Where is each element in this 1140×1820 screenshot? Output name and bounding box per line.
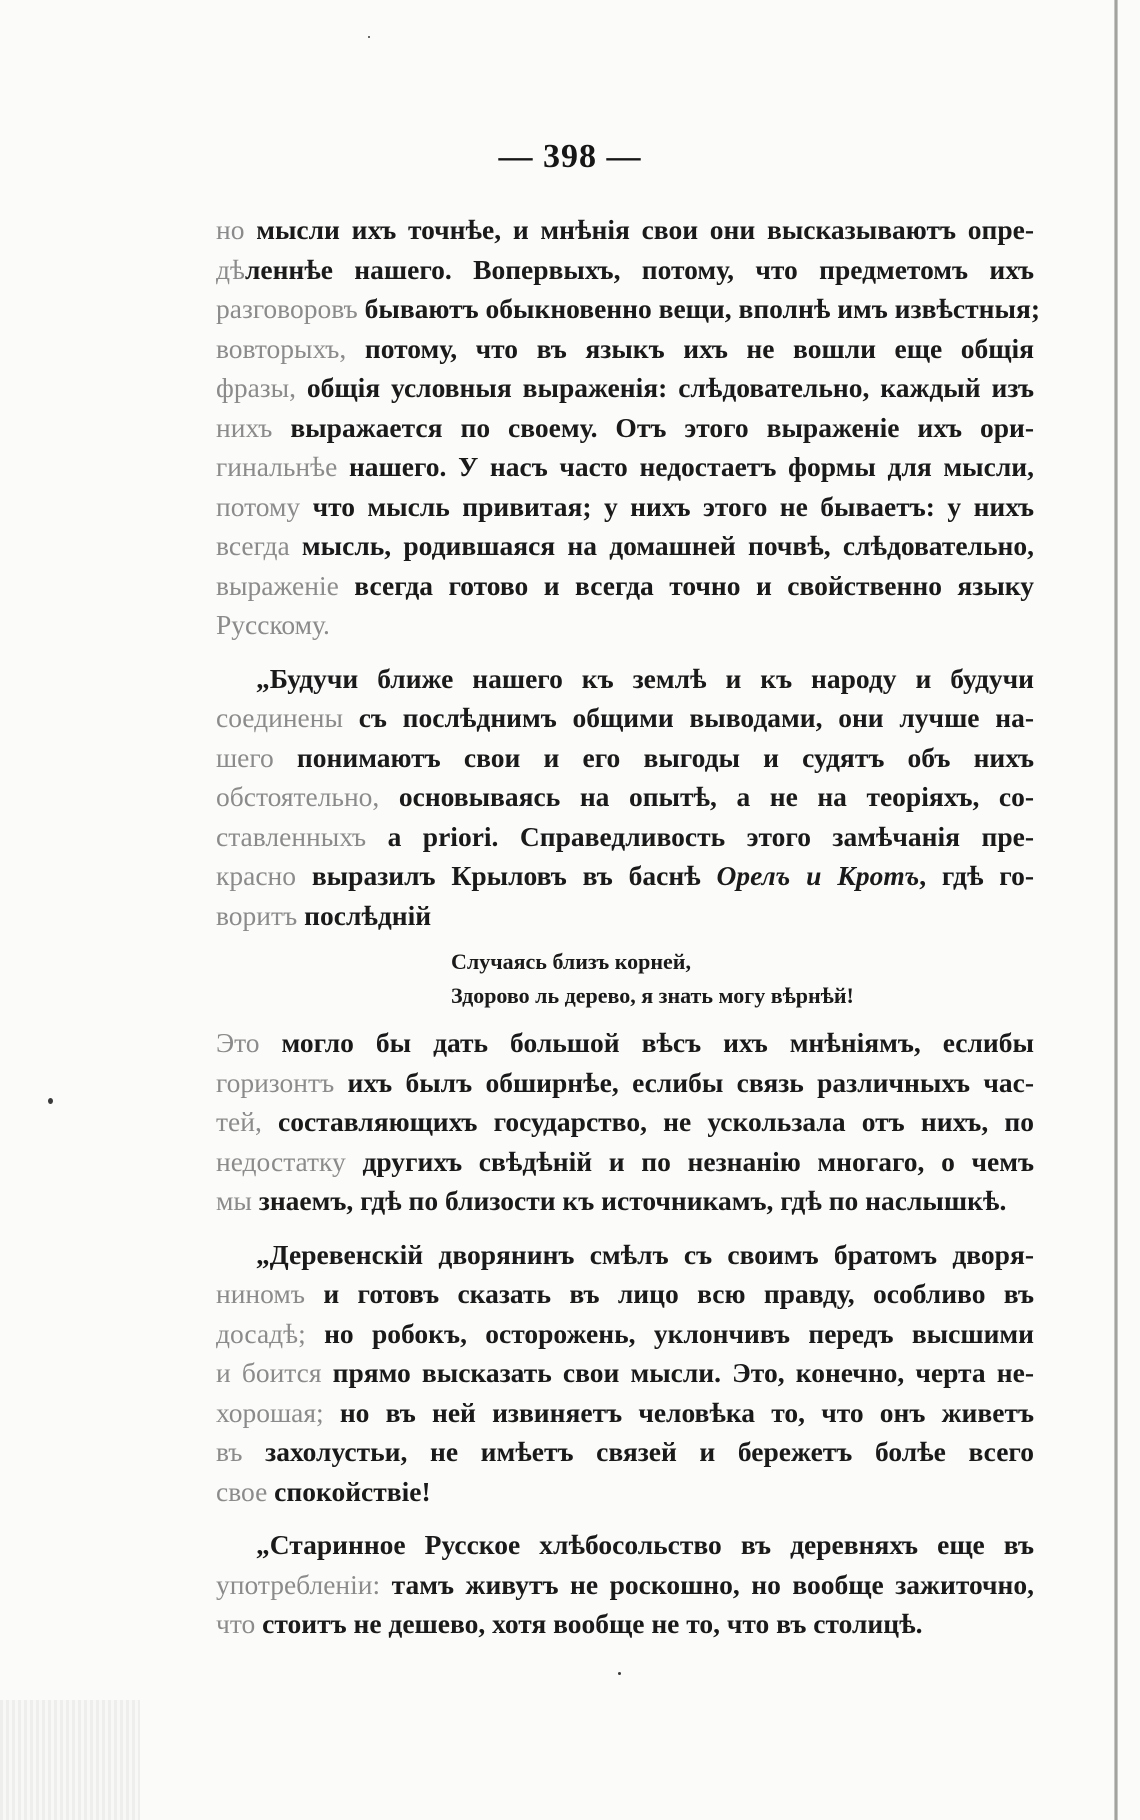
text-line xyxy=(216,1525,1034,1565)
text-line xyxy=(216,210,1034,250)
faded-line-start: красно xyxy=(216,860,312,891)
faded-line-start: досадѣ; xyxy=(216,1317,325,1349)
line-text: основываясь на опытѣ, а не на теоріяхъ, со- xyxy=(398,781,1035,812)
faded-line-start: воритъ xyxy=(216,899,305,931)
line-text: нашего. У насъ часто недостаетъ формы для мысли, xyxy=(348,451,1034,482)
faded-line-start: всегда xyxy=(216,530,302,561)
faded-line-start: ставленныхъ xyxy=(216,820,388,852)
faded-line-start: тей, xyxy=(216,1106,279,1137)
faded-line-start: дѣ xyxy=(216,253,245,285)
text-line xyxy=(216,408,1034,448)
faded-line-start: что xyxy=(216,1608,263,1639)
line-text: но робокъ, осторожень, уклончивъ передъ высшими xyxy=(324,1317,1034,1349)
faded-line-start: обстоятельно, xyxy=(216,781,399,812)
text-line xyxy=(216,368,1034,408)
line-text: другихъ свѣдѣній и по незнанію многаго, о чемъ xyxy=(362,1145,1034,1177)
line-text: выражается по своему. Отъ этого выраженіе ихъ ори- xyxy=(290,411,1034,443)
paragraph-1 xyxy=(216,210,1040,645)
line-text: леннѣе нашего. Вопервыхъ, потому, что предметомъ ихъ xyxy=(244,253,1034,285)
scan-speck xyxy=(48,1098,53,1104)
text-line xyxy=(216,1181,1034,1221)
faded-line-start: соединены xyxy=(216,702,359,733)
text-line xyxy=(216,1432,1034,1472)
text-line xyxy=(216,1472,1034,1512)
line-text: бываютъ обыкновенно вещи, вполнѣ имъ извѣстныя; xyxy=(364,293,1040,324)
faded-line-start: разговоровъ xyxy=(216,293,365,324)
faded-line-start: мы xyxy=(216,1185,259,1216)
line-text: ихъ былъ обширнѣе, еслибы связь различныхъ час- xyxy=(347,1066,1034,1098)
text-line xyxy=(216,1274,1034,1314)
line-text: a priori. Справедливость этого замѣчанія пре- xyxy=(387,820,1034,852)
text-line xyxy=(216,1235,1034,1275)
line-text: послѣдній xyxy=(304,899,432,931)
faded-line-start: Это xyxy=(216,1027,282,1058)
line-text: мысль, родившаяся на домашней почвѣ, слѣдовательно, xyxy=(301,530,1034,561)
faded-line-start: въ xyxy=(216,1436,266,1467)
paragraph-5 xyxy=(216,1525,1034,1644)
text-line xyxy=(216,738,1034,778)
line-text: тамъ живутъ не роскошно, но вообще зажиточно, xyxy=(391,1568,1034,1600)
page-binding-edge xyxy=(1114,0,1118,1820)
faded-line-start: недостатку xyxy=(216,1145,363,1177)
faded-line-start: но xyxy=(216,214,257,245)
line-text: понимаютъ свои и его выгоды и судятъ объ нихъ xyxy=(296,741,1034,773)
text-line xyxy=(216,1142,1034,1182)
line-text: знаемъ, гдѣ по близости къ источникамъ, гдѣ по наслышкѣ. xyxy=(258,1185,1007,1216)
text-line xyxy=(216,1393,1034,1433)
line-text: мысли ихъ точнѣе, и мнѣнія свои они высказываютъ опре- xyxy=(256,214,1034,245)
faded-line-start: и боится xyxy=(216,1357,333,1388)
line-text: захолустьи, не имѣетъ связей и бережетъ болѣе всего xyxy=(265,1436,1034,1467)
faded-line-start: нихъ xyxy=(216,411,291,443)
text-line xyxy=(216,698,1034,738)
line-text: что мысль привитая; у нихъ этого не бываетъ: у нихъ xyxy=(312,490,1034,522)
line-text: „Старинное Русское хлѣбосольство въ деревняхъ еще въ xyxy=(256,1529,1034,1560)
text-line xyxy=(216,526,1034,566)
faded-line-start: горизонтъ xyxy=(216,1066,348,1098)
faded-line-start: фразы, xyxy=(216,372,307,403)
italic-title: Орелъ и Кротъ xyxy=(716,860,920,891)
faded-line-start: вовторыхъ, xyxy=(216,332,365,364)
faded-line-start: ниномъ xyxy=(216,1278,324,1309)
text-line xyxy=(216,1604,1034,1644)
text-line xyxy=(216,1353,1034,1393)
faded-line-start: шего xyxy=(216,741,297,773)
text-line xyxy=(216,1314,1034,1354)
line-text: „Будучи ближе нашего къ землѣ и къ народу и будучи xyxy=(256,662,1034,694)
line-text: спокойствіе! xyxy=(274,1475,431,1507)
line-text: прямо высказать свои мысли. Это, конечно, черта не- xyxy=(332,1357,1034,1388)
line-text: и готовъ сказать въ лицо всю правду, особливо въ xyxy=(323,1278,1034,1309)
scan-margin-artifact xyxy=(0,1700,140,1820)
text-line xyxy=(216,896,1034,936)
line-text: но въ ней извиняетъ человѣка то, что онъ живетъ xyxy=(339,1396,1034,1428)
line-text: общія условныя выраженія: слѣдовательно, каждый изъ xyxy=(306,372,1034,403)
line-text: „Деревенскій дворянинъ смѣлъ съ своимъ братомъ дворя- xyxy=(256,1238,1034,1270)
text-line xyxy=(216,659,1034,699)
faded-line-start: свое xyxy=(216,1475,275,1507)
line-text: стоитъ не дешево, хотя вообще не то, что въ столицѣ. xyxy=(262,1608,923,1639)
text-line xyxy=(216,1565,1034,1605)
line-text: составляющихъ государство, не ускользала отъ нихъ, по xyxy=(278,1106,1034,1137)
faded-line-start: потому xyxy=(216,490,313,522)
text-line xyxy=(216,777,1034,817)
faded-line-start: Русскому. xyxy=(216,609,330,640)
paragraph-4 xyxy=(216,1235,1034,1512)
text-line xyxy=(216,566,1034,606)
text-line xyxy=(216,856,1034,896)
paragraph-3 xyxy=(216,1023,1034,1221)
line-text-after: , гдѣ го- xyxy=(919,860,1035,891)
line-text: съ послѣднимъ общими выводами, они лучше на- xyxy=(358,702,1034,733)
text-line xyxy=(216,1023,1034,1063)
line-text: выразилъ Крыловъ въ баснѣ xyxy=(311,860,717,891)
verse-line: Случаясь близъ корней, xyxy=(451,949,691,974)
faded-line-start: хорошая; xyxy=(216,1396,340,1428)
page-number: — 398 — xyxy=(498,138,642,175)
text-line xyxy=(216,289,1040,329)
text-line xyxy=(216,329,1034,369)
verse-quote xyxy=(216,945,1034,1013)
faded-line-start: употребленіи: xyxy=(216,1568,392,1600)
line-text: всегда готово и всегда точно и свойственно языку xyxy=(354,569,1035,601)
faded-line-start: выраженіе xyxy=(216,569,355,601)
text-line xyxy=(216,447,1034,487)
text-line xyxy=(216,487,1034,527)
text-line xyxy=(216,250,1034,290)
verse-line: Здорово ль дерево, я знать могу вѣрнѣй! xyxy=(451,983,854,1008)
text-line xyxy=(216,817,1034,857)
scan-speck xyxy=(368,36,370,38)
line-text: потому, что въ языкъ ихъ не вошли еще общія xyxy=(364,332,1034,364)
line-text: могло бы дать большой вѣсъ ихъ мнѣніямъ, еслибы xyxy=(281,1027,1034,1058)
scan-speck xyxy=(618,1672,621,1675)
text-line xyxy=(216,1102,1034,1142)
faded-line-start: гинальнѣе xyxy=(216,451,349,482)
text-line xyxy=(216,605,1034,645)
body-text xyxy=(216,210,1040,1644)
paragraph-2 xyxy=(216,659,1034,936)
text-line xyxy=(216,1063,1034,1103)
